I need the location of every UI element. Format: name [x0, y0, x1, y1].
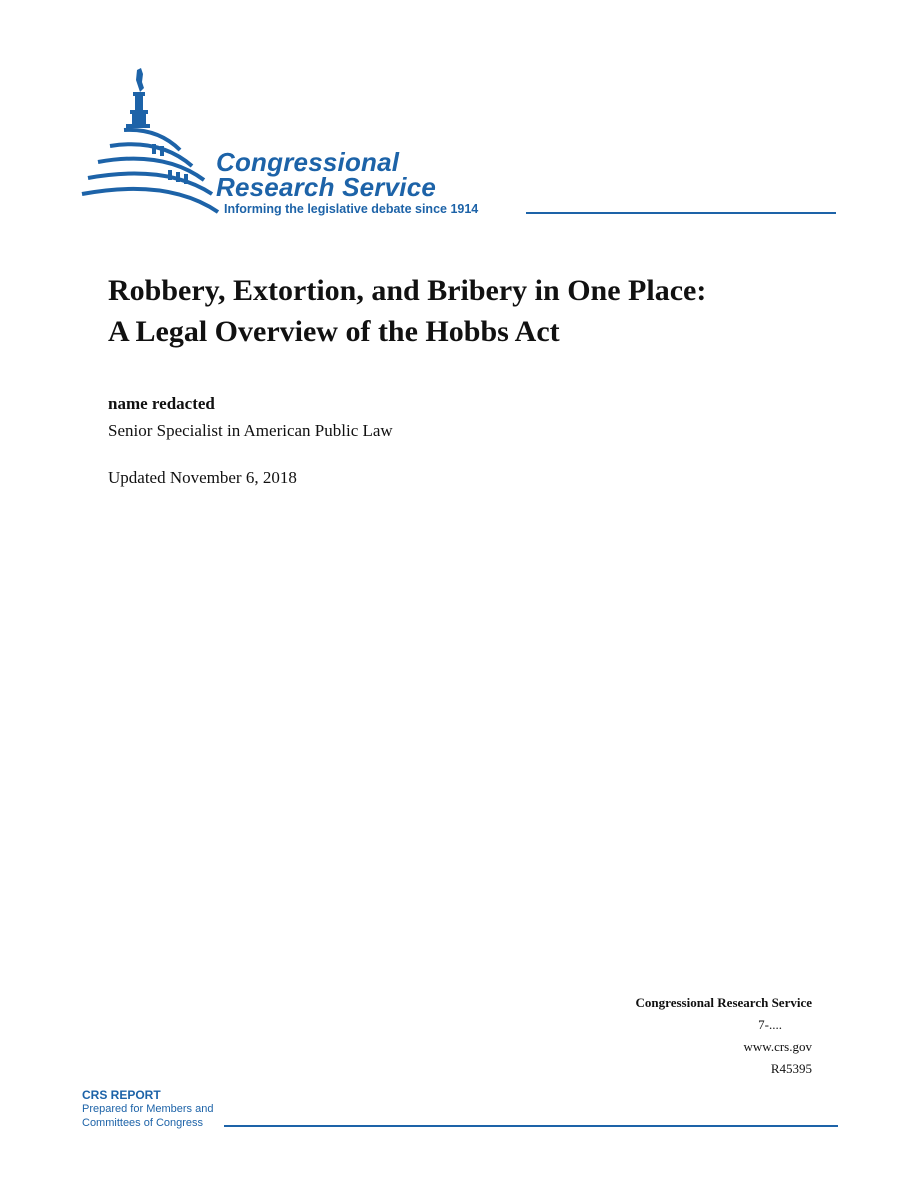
footer-label: CRS REPORT — [82, 1088, 161, 1102]
logo-name-line1: Congressional — [216, 147, 400, 177]
crs-info-block — [636, 992, 812, 1080]
logo-name-line2: Research Service — [216, 172, 437, 202]
footer — [82, 1088, 838, 1132]
crs-org-name: Congressional Research Service — [635, 995, 812, 1010]
crs-logo — [80, 66, 840, 226]
report-title-line1: Robbery, Extortion, and Bribery in One Place: — [108, 274, 707, 307]
logo-rule — [526, 212, 836, 214]
author-name: name redacted — [108, 394, 215, 413]
crs-website: www.crs.gov — [743, 1039, 812, 1054]
footer-line2: Committees of Congress — [82, 1117, 204, 1129]
capitol-dome-icon — [80, 66, 230, 220]
footer-line1: Prepared for Members and — [82, 1103, 214, 1115]
crs-phone: 7-.... — [758, 1017, 782, 1032]
author-role: Senior Specialist in American Public Law — [108, 421, 393, 440]
report-number: R45395 — [770, 1061, 812, 1076]
report-title — [108, 270, 848, 352]
updated-date: Updated November 6, 2018 — [108, 468, 297, 487]
report-title-line2: A Legal Overview of the Hobbs Act — [108, 315, 560, 348]
logo-tagline: Informing the legislative debate since 1914 — [224, 202, 479, 216]
footer-rule — [224, 1125, 838, 1127]
